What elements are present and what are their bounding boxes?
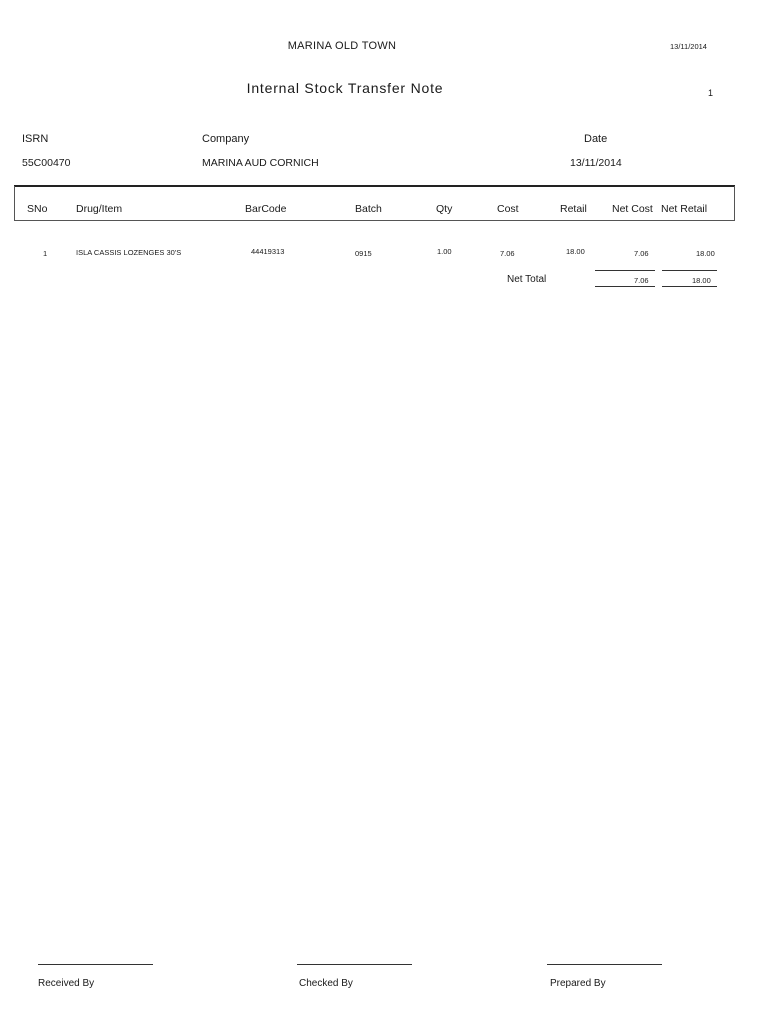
cell-net-retail: 18.00 xyxy=(696,249,715,258)
cell-retail: 18.00 xyxy=(566,247,585,256)
net-retail-subtotal-rule xyxy=(662,270,717,271)
page-number: 1 xyxy=(708,88,714,98)
received-by-line xyxy=(38,964,153,965)
net-total-retail: 18.00 xyxy=(692,276,711,285)
cell-cost: 7.06 xyxy=(500,249,515,258)
date-value: 13/11/2014 xyxy=(570,157,622,169)
cell-net-cost: 7.06 xyxy=(634,249,649,258)
company-value: MARINA AUD CORNICH xyxy=(202,157,319,169)
store-name: MARINA OLD TOWN xyxy=(287,40,397,52)
print-date: 13/11/2014 xyxy=(670,42,707,51)
company-label: Company xyxy=(202,133,250,145)
prepared-by-line xyxy=(547,964,662,965)
cell-sno: 1 xyxy=(43,249,48,258)
table-header-bottom-rule xyxy=(14,220,735,221)
received-by-label: Received By xyxy=(38,978,95,989)
net-cost-total-rule xyxy=(595,286,655,287)
table-header-left-edge xyxy=(14,186,15,221)
col-net-retail: Net Retail xyxy=(661,203,708,215)
cell-barcode: 44419313 xyxy=(251,247,285,256)
col-qty: Qty xyxy=(436,203,453,215)
col-barcode: BarCode xyxy=(245,203,287,215)
col-batch: Batch xyxy=(355,203,382,215)
col-drug-item: Drug/Item xyxy=(76,203,123,215)
table-header-right-edge xyxy=(734,186,735,221)
col-sno: SNo xyxy=(27,203,48,215)
col-retail: Retail xyxy=(560,203,587,215)
cell-batch: 0915 xyxy=(355,249,372,258)
checked-by-label: Checked By xyxy=(299,978,353,989)
net-retail-total-rule xyxy=(662,286,717,287)
table-header-top-rule xyxy=(14,185,735,187)
cell-qty: 1.00 xyxy=(437,247,452,256)
isrn-value: 55C00470 xyxy=(22,157,71,169)
net-cost-subtotal-rule xyxy=(595,270,655,271)
document-title: Internal Stock Transfer Note xyxy=(246,80,444,96)
isrn-label: ISRN xyxy=(22,133,49,145)
col-net-cost: Net Cost xyxy=(612,203,653,215)
prepared-by-label: Prepared By xyxy=(550,978,606,989)
cell-drug-item: ISLA CASSIS LOZENGES 30'S xyxy=(76,248,182,257)
net-total-label: Net Total xyxy=(507,274,547,285)
checked-by-line xyxy=(297,964,412,965)
col-cost: Cost xyxy=(497,203,519,215)
net-total-cost: 7.06 xyxy=(634,276,649,285)
date-label: Date xyxy=(584,133,608,145)
